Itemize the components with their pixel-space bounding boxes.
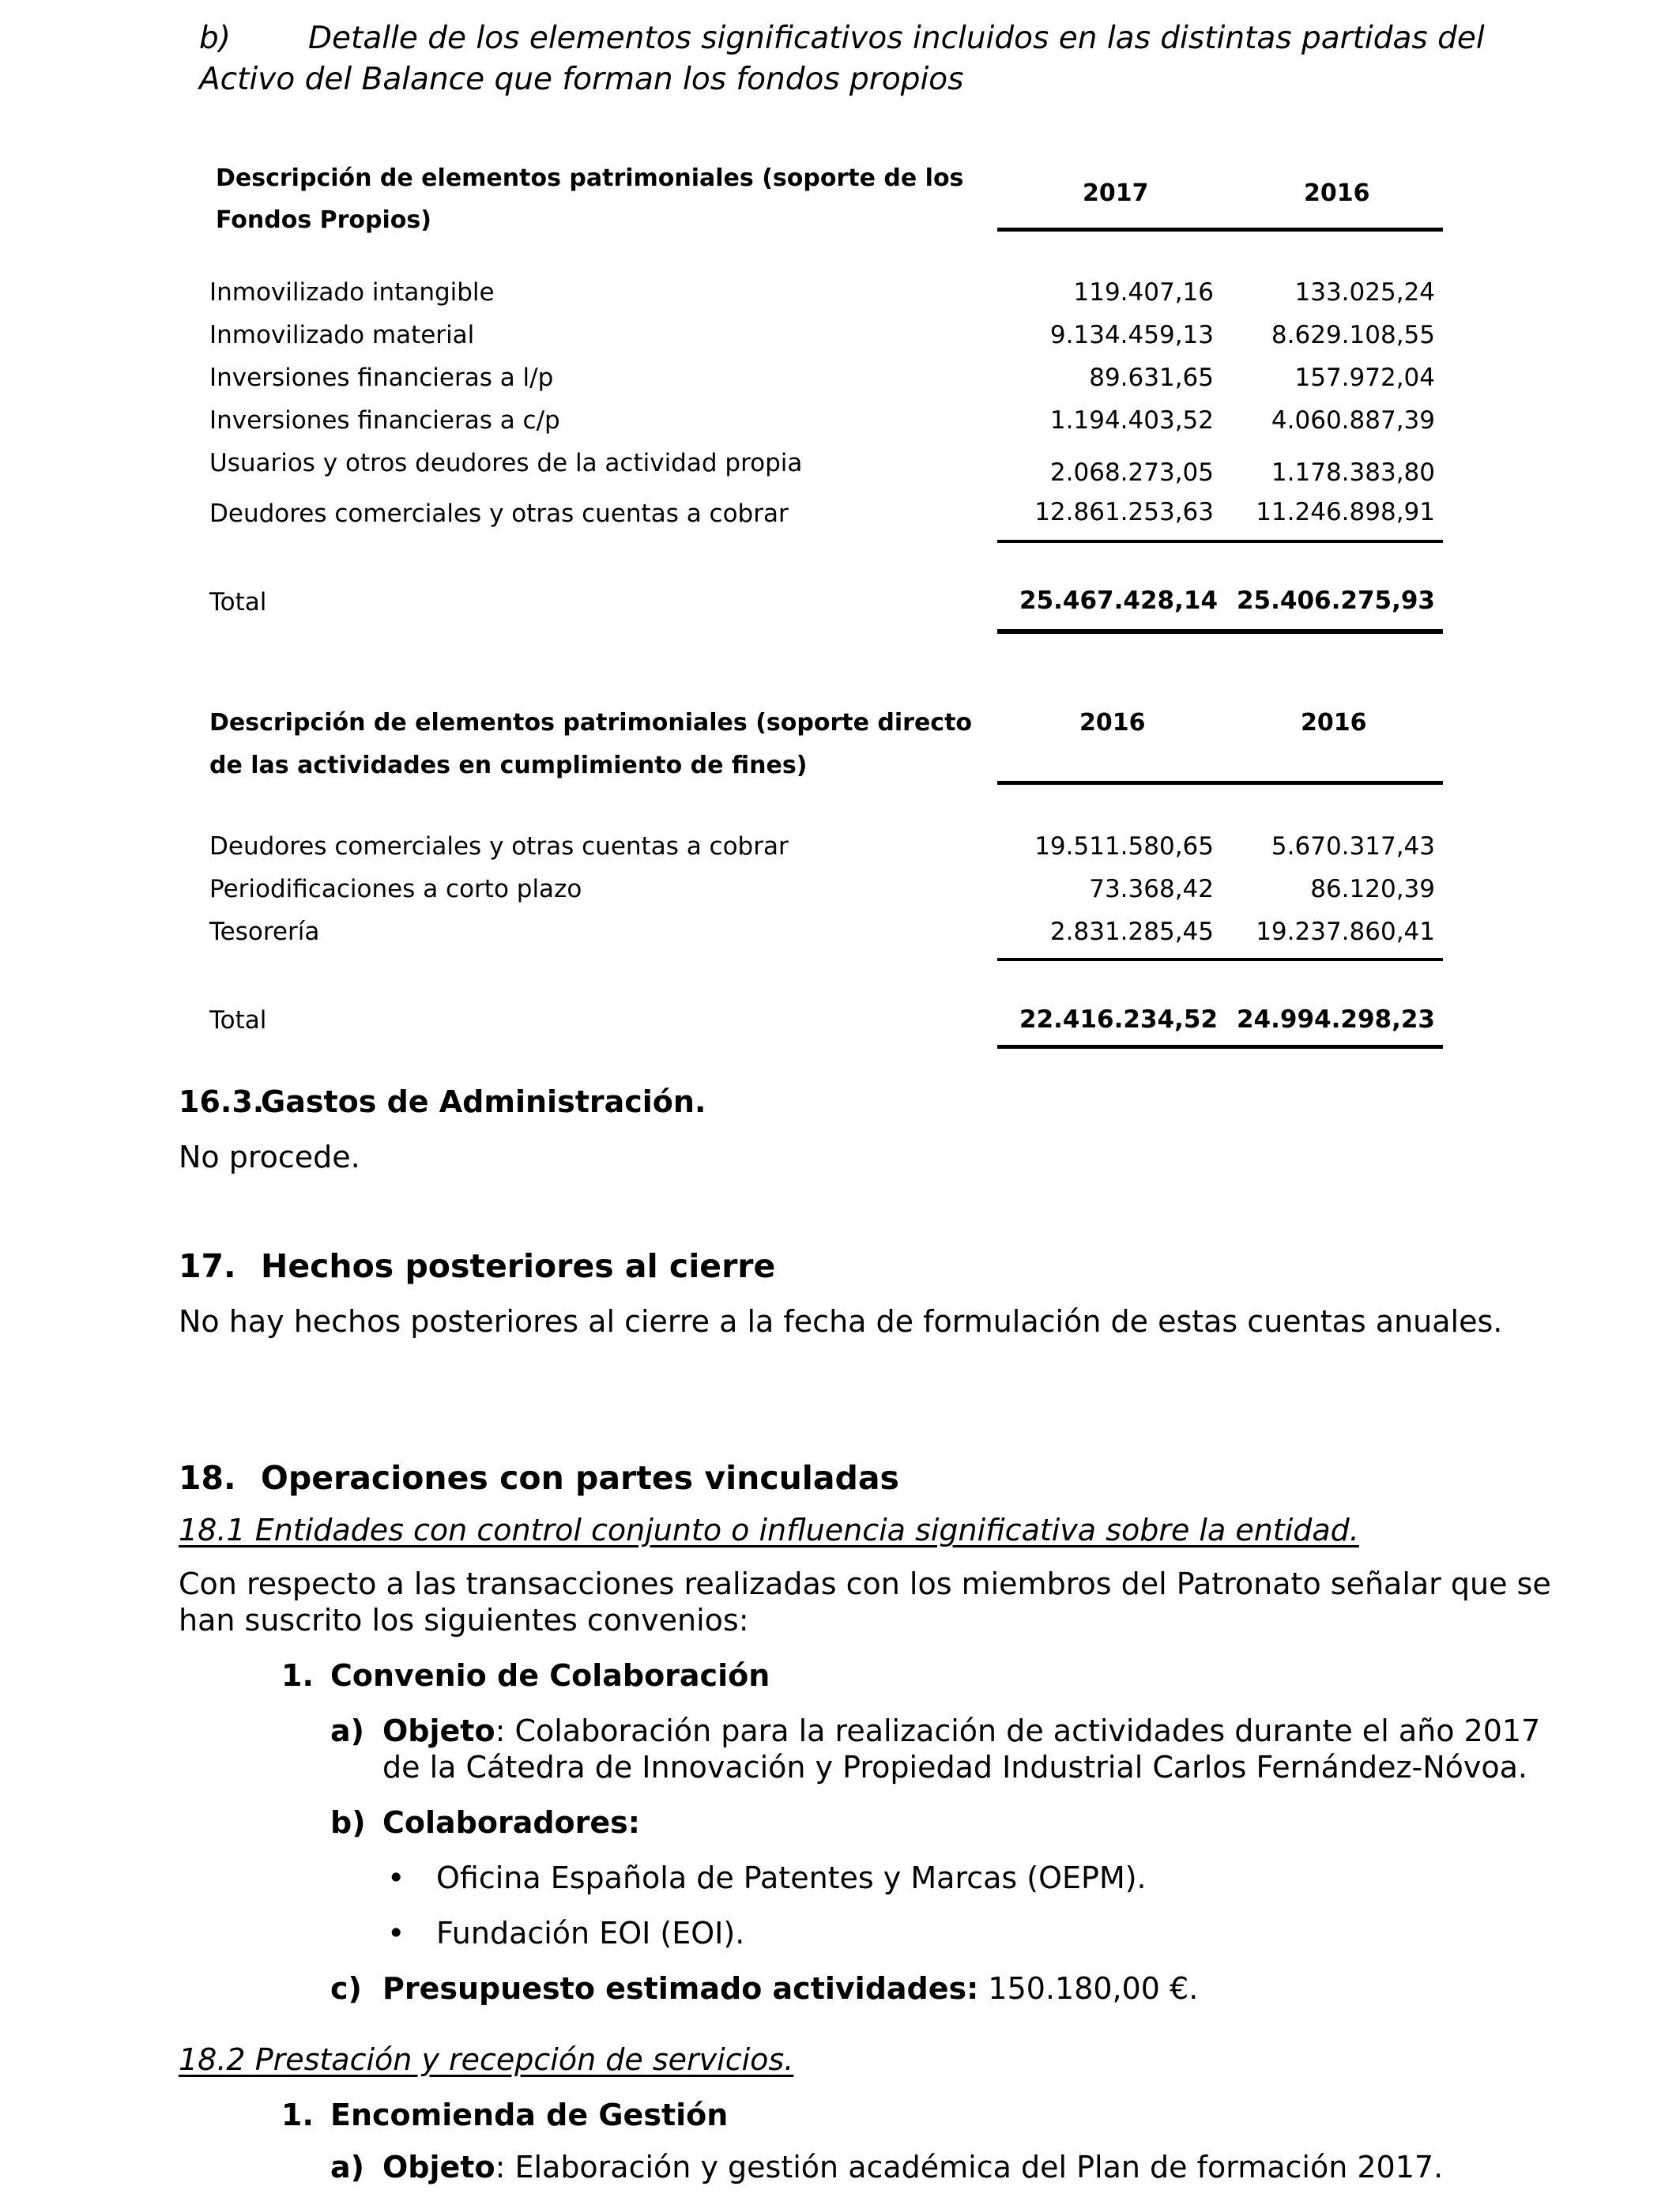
item1-a-label: a): [330, 1713, 365, 1748]
section-16-3-title: Gastos de Administración.: [261, 1084, 706, 1119]
item1-c-key: Presupuesto estimado actividades:: [382, 1971, 979, 2006]
section-18-title: Operaciones con partes vinculadas: [261, 1459, 899, 1497]
table2-total-rule: [997, 1045, 1443, 1049]
item1-b-label: b): [330, 1805, 366, 1840]
table2-subtotal-rule: [997, 958, 1443, 961]
table1-header-line1: Descripción de elementos patrimoniales (soporte de los: [216, 164, 964, 192]
table1-total-2017: 25.467.428,14: [1019, 586, 1219, 615]
item2-a-text: : Elaboración y gestión académica del Plan de formación 2017.: [495, 2150, 1444, 2185]
table-row-label: Usuarios y otros deudores de la actividad propia: [209, 449, 803, 477]
table2-total-col2: 24.994.298,23: [1236, 1005, 1435, 1034]
table-row-label: Inversiones financieras a l/p: [209, 364, 554, 392]
item1-c-line: [382, 1971, 1198, 2006]
table1-col1-header: 2017: [1083, 179, 1149, 207]
section-18-number: 18.: [179, 1459, 236, 1497]
table-row-value-col1: 73.368,42: [1089, 875, 1214, 903]
section-16-3-number: 16.3.: [179, 1084, 265, 1119]
section-b-title-line2: Activo del Balance que forman los fondos propios: [199, 62, 964, 97]
table-row-value-2017: 1.194.403,52: [1049, 406, 1214, 435]
bullet-icon: •: [387, 1916, 405, 1951]
item1-a-key: Objeto: [382, 1713, 495, 1748]
table2-col2-header: 2016: [1301, 709, 1367, 737]
item1-a-text-line2: de la Cátedra de Innovación y Propiedad Industrial Carlos Fernández-Nóvoa.: [382, 1750, 1527, 1785]
table-row-value-2016: 1.178.383,80: [1271, 458, 1435, 487]
table1-total-rule: [997, 629, 1443, 634]
item1-b-key: Colaboradores:: [382, 1805, 640, 1840]
table-row-value-2017: 2.068.273,05: [1049, 458, 1214, 487]
table-row-value-2017: 9.134.459,13: [1049, 321, 1214, 349]
section-17-number: 17.: [179, 1247, 236, 1285]
item2-title: Encomienda de Gestión: [330, 2098, 729, 2132]
table1-subtotal-rule: [997, 540, 1443, 543]
section-18-intro-line1: Con respecto a las transacciones realizadas con los miembros del Patronato señalar que se: [179, 1566, 1551, 1601]
section-b-label: b): [199, 21, 231, 56]
bullet-icon: •: [387, 1860, 405, 1895]
section-18-2-subtitle: 18.2 Prestación y recepción de servicios.: [179, 2042, 794, 2077]
table-row-value-col2: 19.237.860,41: [1256, 918, 1435, 946]
bullet-item: Fundación EOI (EOI).: [436, 1916, 745, 1951]
table-row-value-col2: 5.670.317,43: [1271, 832, 1435, 861]
table1-header-rule: [997, 228, 1443, 232]
section-18-1-subtitle: 18.1 Entidades con control conjunto o influencia significativa sobre la entidad.: [179, 1513, 1359, 1547]
item1-a-text-line1: : Colaboración para la realización de actividades durante el año 2017: [495, 1713, 1541, 1748]
table1-total-label: Total: [209, 588, 267, 616]
table-row-value-2016: 8.629.108,55: [1271, 321, 1435, 349]
section-b-title-line1: Detalle de los elementos significativos incluidos en las distintas partidas del: [308, 21, 1485, 56]
section-18-intro-line2: han suscrito los siguientes convenios:: [179, 1603, 749, 1638]
table2-header-rule: [997, 781, 1443, 785]
table2-total-label: Total: [209, 1006, 267, 1035]
table-row-value-2017: 119.407,16: [1073, 278, 1214, 307]
table1-col2-header: 2016: [1304, 179, 1370, 207]
table-row-label: Inmovilizado material: [209, 321, 475, 349]
item1-a-line1: [382, 1713, 1540, 1748]
table-row-value-2016: 11.246.898,91: [1256, 498, 1435, 526]
table-row-value-col1: 19.511.580,65: [1034, 832, 1214, 861]
item2-a-line: [382, 2150, 1443, 2185]
item1-title: Convenio de Colaboración: [330, 1658, 770, 1693]
section-17-title: Hechos posteriores al cierre: [261, 1247, 776, 1285]
table1-header-line2: Fondos Propios): [216, 206, 431, 234]
table1-total-2016: 25.406.275,93: [1236, 586, 1435, 615]
table-row-value-2017: 89.631,65: [1089, 364, 1214, 392]
table-row-value-2017: 12.861.253,63: [1034, 498, 1214, 526]
table-row-label: Deudores comerciales y otras cuentas a cobrar: [209, 832, 789, 861]
table-row-value-2016: 157.972,04: [1294, 364, 1435, 392]
section-16-3-text: No procede.: [179, 1140, 360, 1174]
table2-col1-header: 2016: [1079, 709, 1146, 737]
table-row-value-2016: 133.025,24: [1294, 278, 1435, 307]
item2-a-key: Objeto: [382, 2150, 495, 2185]
item2-number: 1.: [281, 2098, 314, 2132]
table-row-value-2016: 4.060.887,39: [1271, 406, 1435, 435]
table-row-label: Inmovilizado intangible: [209, 278, 495, 307]
table2-header-line1: Descripción de elementos patrimoniales (soporte directo: [209, 709, 973, 737]
item1-number: 1.: [281, 1658, 314, 1693]
item1-c-label: c): [330, 1971, 362, 2006]
table-row-label: Periodificaciones a corto plazo: [209, 875, 582, 903]
table-row-label: Tesorería: [209, 918, 320, 946]
table-row-value-col2: 86.120,39: [1310, 875, 1435, 903]
table-row-label: Deudores comerciales y otras cuentas a cobrar: [209, 499, 789, 528]
item2-a-label: a): [330, 2150, 365, 2185]
table-row-value-col1: 2.831.285,45: [1049, 918, 1214, 946]
bullet-item: Oficina Española de Patentes y Marcas (OEPM).: [436, 1860, 1147, 1895]
table-row-label: Inversiones financieras a c/p: [209, 406, 560, 435]
item1-c-text: 150.180,00 €.: [978, 1971, 1199, 2006]
table2-header-line2: de las actividades en cumplimiento de fines): [209, 752, 808, 779]
section-17-text: No hay hechos posteriores al cierre a la fecha de formulación de estas cuentas anuales.: [179, 1304, 1503, 1339]
table2-total-col1: 22.416.234,52: [1019, 1005, 1219, 1034]
